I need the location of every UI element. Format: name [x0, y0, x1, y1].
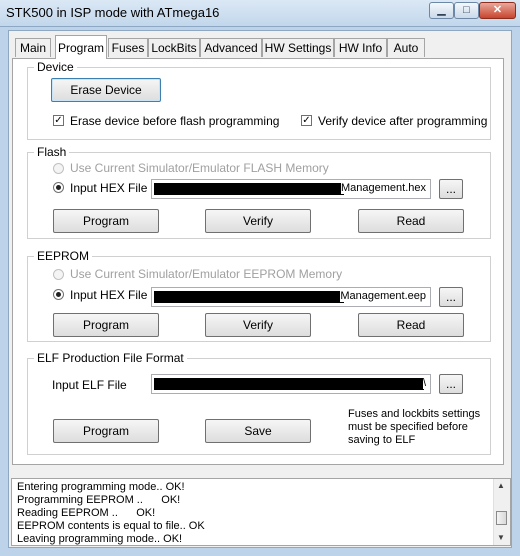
minimize-icon: ▁ — [437, 4, 446, 16]
elf-browse-button[interactable]: ... — [439, 374, 463, 394]
tab-advanced[interactable]: Advanced — [200, 38, 262, 57]
tab-main[interactable]: Main — [15, 38, 51, 57]
maximize-icon: □ — [463, 4, 470, 16]
close-button[interactable] — [479, 2, 516, 19]
tab-fuses[interactable]: Fuses — [108, 38, 148, 57]
eeprom-hex-file-value: Management.eep — [340, 290, 426, 302]
log-line: Reading EEPROM .. OK! — [17, 507, 156, 519]
scroll-thumb[interactable] — [496, 511, 507, 525]
redacted-path — [154, 291, 344, 303]
elf-file-value: \ — [422, 377, 426, 389]
close-icon: ✕ — [492, 4, 503, 16]
flash-program-button[interactable]: Program — [53, 209, 159, 233]
tab-lockbits[interactable]: LockBits — [148, 38, 200, 57]
eeprom-use-simulator-radio[interactable] — [53, 269, 64, 280]
minimize-button[interactable] — [429, 2, 454, 19]
eeprom-use-simulator-label: Use Current Simulator/Emulator EEPROM Memory — [70, 267, 343, 281]
flash-legend: Flash — [37, 145, 67, 159]
scroll-up-icon[interactable]: ▲ — [497, 481, 505, 490]
flash-hex-file-value: Management.hex — [341, 182, 426, 194]
eeprom-program-button[interactable]: Program — [53, 313, 159, 337]
elf-note-line-1: Fuses and lockbits settings — [348, 408, 481, 420]
erase-before-flash-checkbox[interactable]: ✓ — [54, 115, 63, 126]
elf-file-input[interactable] — [151, 374, 431, 394]
eeprom-hex-file-input[interactable] — [151, 287, 431, 307]
elf-program-button[interactable]: Program — [53, 419, 159, 443]
log-line: EEPROM contents is equal to file.. OK — [17, 520, 205, 532]
tab-hw-info[interactable]: HW Info — [334, 38, 387, 57]
eeprom-legend: EEPROM — [37, 249, 90, 263]
erase-device-button[interactable]: Erase Device — [51, 78, 161, 102]
tab-program[interactable]: Program — [55, 35, 107, 59]
verify-after-programming-label: Verify device after programming — [318, 114, 488, 128]
flash-use-simulator-label: Use Current Simulator/Emulator FLASH Memory — [70, 161, 329, 175]
log-line: Programming EEPROM .. OK! — [17, 494, 181, 506]
verify-after-programming-checkbox[interactable]: ✓ — [302, 115, 311, 126]
window-title: STK500 in ISP mode with ATmega16 — [6, 5, 220, 20]
eeprom-input-hex-radio[interactable] — [53, 289, 64, 300]
elf-save-button[interactable]: Save — [205, 419, 311, 443]
log-line: Entering programming mode.. OK! — [17, 481, 185, 493]
maximize-button[interactable] — [454, 2, 479, 19]
log-line: Leaving programming mode.. OK! — [17, 533, 183, 545]
log-scrollbar[interactable] — [493, 479, 510, 545]
redacted-path — [154, 183, 344, 195]
elf-legend: ELF Production File Format — [37, 351, 184, 365]
tab-auto[interactable]: Auto — [387, 38, 425, 57]
flash-browse-button[interactable]: ... — [439, 179, 463, 199]
flash-input-hex-radio[interactable] — [53, 182, 64, 193]
elf-input-label: Input ELF File — [52, 378, 127, 392]
eeprom-verify-button[interactable]: Verify — [205, 313, 311, 337]
eeprom-read-button[interactable]: Read — [358, 313, 464, 337]
flash-input-hex-label: Input HEX File — [70, 181, 148, 195]
flash-verify-button[interactable]: Verify — [205, 209, 311, 233]
redacted-path — [154, 378, 424, 390]
tab-hw-settings[interactable]: HW Settings — [262, 38, 334, 57]
flash-hex-file-input[interactable] — [151, 179, 431, 199]
flash-read-button[interactable]: Read — [358, 209, 464, 233]
erase-before-flash-label: Erase device before flash programming — [70, 114, 280, 128]
flash-use-simulator-radio[interactable] — [53, 163, 64, 174]
elf-note-line-3: saving to ELF — [348, 434, 416, 446]
device-legend: Device — [37, 60, 74, 74]
program-tab-panel — [12, 58, 504, 465]
title-bar[interactable] — [0, 0, 520, 27]
scroll-down-icon[interactable]: ▼ — [497, 533, 505, 542]
log-output[interactable] — [11, 478, 511, 546]
eeprom-input-hex-label: Input HEX File — [70, 288, 148, 302]
elf-note-line-2: must be specified before — [348, 421, 468, 433]
eeprom-browse-button[interactable]: ... — [439, 287, 463, 307]
